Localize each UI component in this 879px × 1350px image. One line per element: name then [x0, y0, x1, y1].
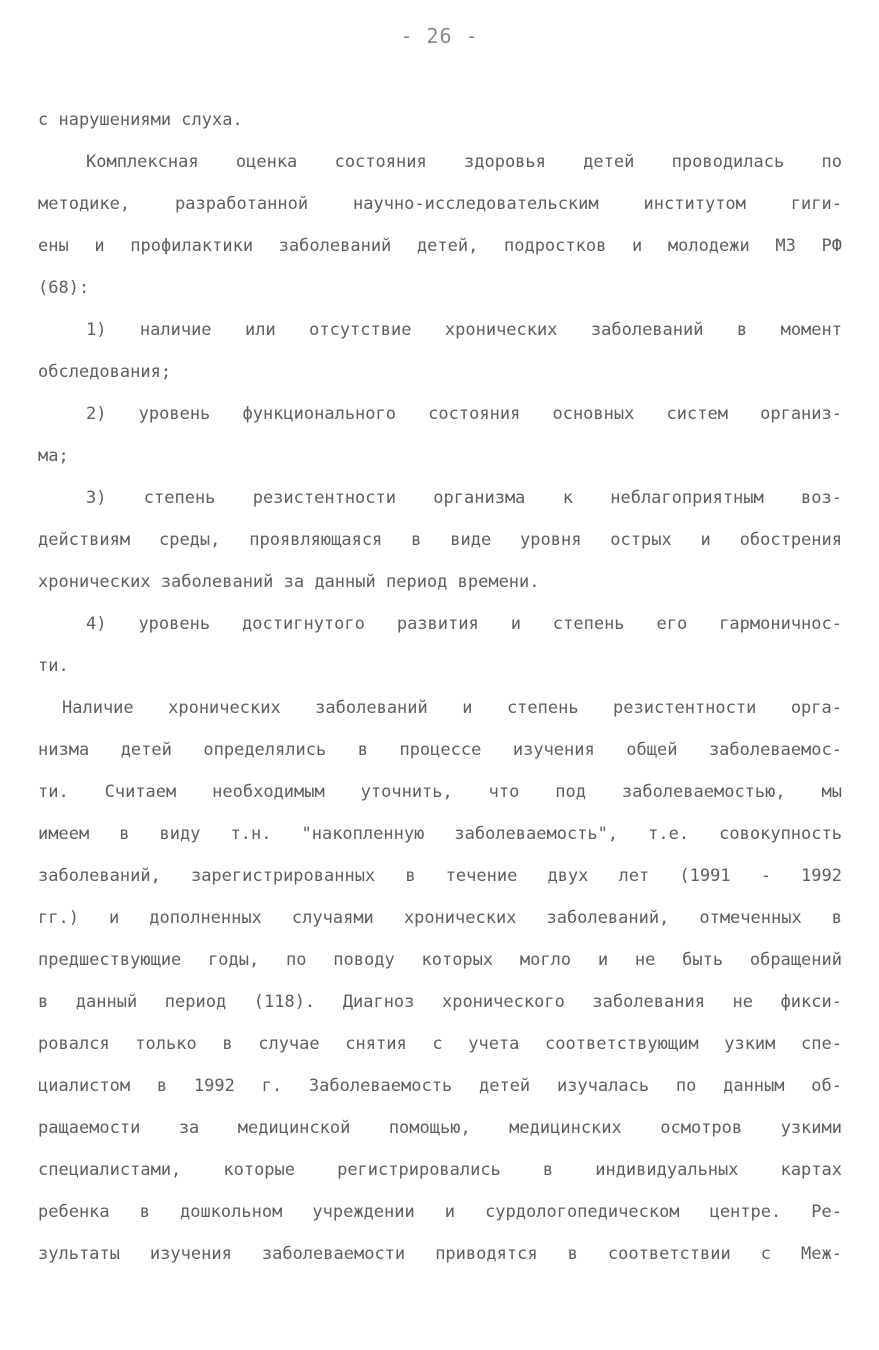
text-line: (68):: [38, 278, 90, 298]
text-line: Наличие хронических заболеваний и степень резистентности орга-: [62, 698, 842, 718]
text-line: методике, разработанной научно-исследовательским институтом гиги-: [38, 194, 842, 214]
text-line: низма детей определялись в процессе изучения общей заболеваемос-: [38, 740, 842, 760]
text-line: предшествующие годы, по поводу которых могло и не быть обращений: [38, 950, 842, 970]
text-line: в данный период (118). Диагноз хронического заболевания не фикси-: [38, 992, 842, 1012]
text-line: Комплексная оценка состояния здоровья детей проводилась по: [86, 152, 842, 172]
text-line: специалистами, которые регистрировались в индивидуальных картах: [38, 1160, 842, 1180]
text-line: ти. Считаем необходимым уточнить, что под заболеваемостью, мы: [38, 782, 842, 802]
text-line: ребенка в дошкольном учреждении и сурдологопедическом центре. Ре-: [38, 1202, 842, 1222]
text-line: хронических заболеваний за данный период времени.: [38, 572, 540, 592]
text-line: заболеваний, зарегистрированных в течение двух лет (1991 - 1992: [38, 866, 842, 886]
text-line: ма;: [38, 446, 69, 466]
text-line: ращаемости за медицинской помощью, медицинских осмотров узкими: [38, 1118, 842, 1138]
text-line: 1) наличие или отсутствие хронических заболеваний в момент: [86, 320, 842, 340]
text-line: ровался только в случае снятия с учета соответствующим узким спе-: [38, 1034, 842, 1054]
text-line: циалистом в 1992 г. Заболеваемость детей изучалась по данным об-: [38, 1076, 842, 1096]
text-line: зультаты изучения заболеваемости приводятся в соответствии с Меж-: [38, 1244, 842, 1264]
page-number: - 26 -: [400, 24, 479, 48]
text-line: 3) степень резистентности организма к неблагоприятным воз-: [86, 488, 842, 508]
text-line: обследования;: [38, 362, 172, 382]
text-line: 2) уровень функционального состояния основных систем организ-: [86, 404, 842, 424]
text-line: имеем в виду т.н. "накопленную заболеваемость", т.е. совокупность: [38, 824, 842, 844]
body-text: [38, 106, 842, 1282]
text-line: действиям среды, проявляющаяся в виде уровня острых и обострения: [38, 530, 842, 550]
text-line: ены и профилактики заболеваний детей, подростков и молодежи МЗ РФ: [38, 236, 842, 256]
text-line: с нарушениями слуха.: [38, 110, 243, 130]
text-line: гг.) и дополненных случаями хронических заболеваний, отмеченных в: [38, 908, 842, 928]
text-line: 4) уровень достигнутого развития и степень его гармоничнос-: [86, 614, 842, 634]
text-line: ти.: [38, 656, 69, 676]
